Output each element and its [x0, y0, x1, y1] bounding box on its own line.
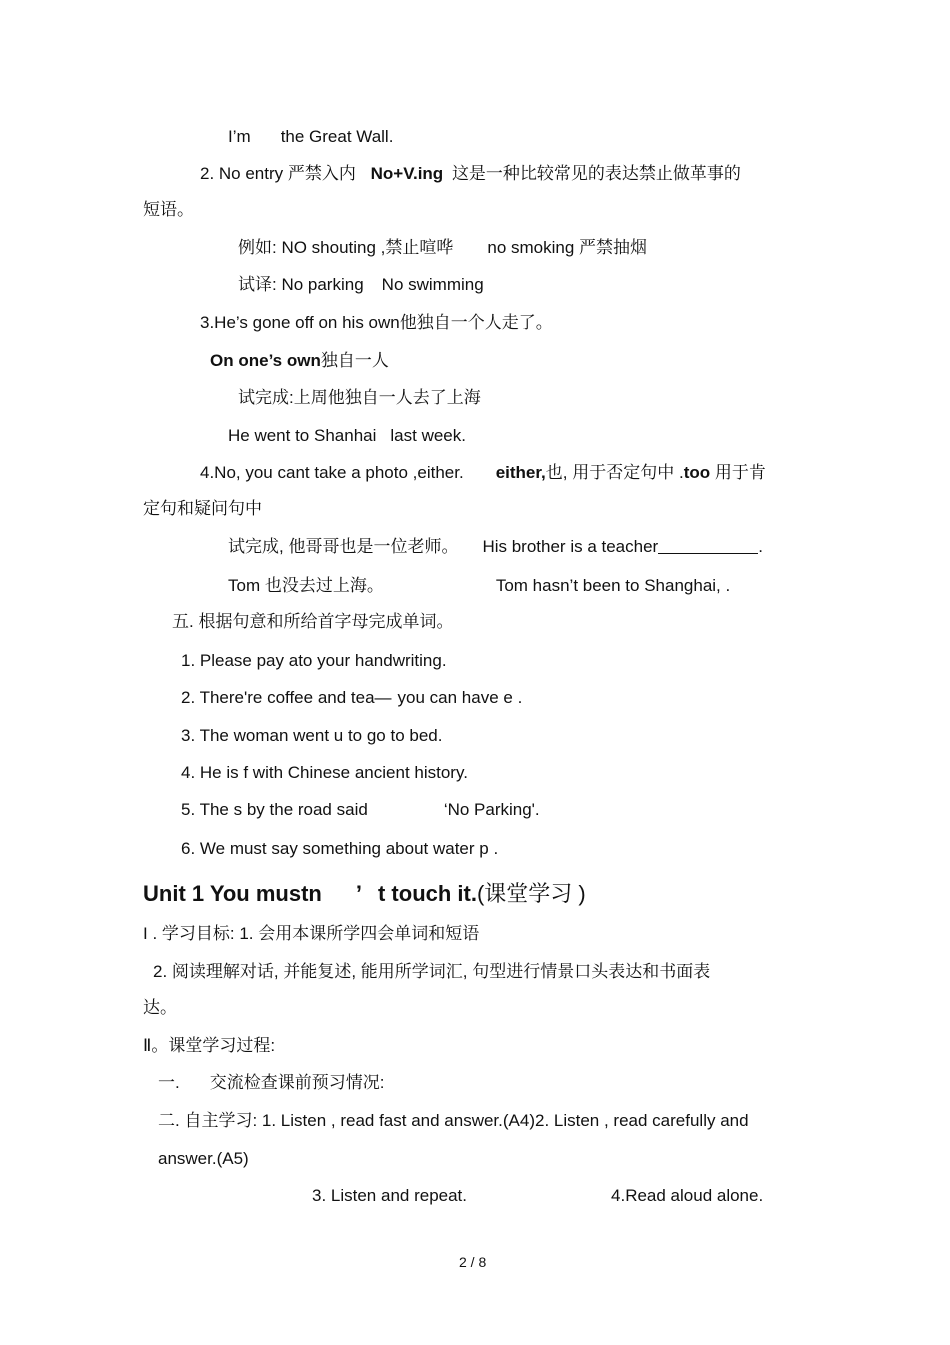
text: ’s own — [268, 351, 321, 370]
text: 3.He — [200, 313, 236, 332]
text: 3. Listen and repeat. — [312, 1186, 468, 1205]
text: 2. There're coffee and tea — [181, 688, 375, 707]
section-5-title: 五. 根据句意和所给首字母完成单词。 — [172, 612, 454, 631]
text: 5. The s by the road said — [181, 800, 368, 819]
line-p6: 二. 自主学习: 1. Listen , read fast and answer.(A4)2. Listen , read carefully and — [158, 1111, 749, 1130]
text: 也, 用于否定句中 . — [545, 463, 684, 482]
text: too — [683, 463, 711, 482]
text: Unit 1 You mustn — [143, 881, 322, 906]
line-p4: Ⅱ。课堂学习过程: — [143, 1036, 276, 1055]
text: No+V.ing — [370, 164, 444, 183]
text: t take a photo ,either. — [304, 463, 464, 482]
line-p5 — [158, 1072, 384, 1094]
line-s9 — [200, 462, 766, 484]
question-5 — [181, 799, 540, 821]
line-s4 — [238, 274, 484, 296]
text: 1. Please pay a — [181, 651, 299, 670]
text: He went to Shanhai — [228, 426, 377, 445]
line-p2: 2. 阅读理解对话, 并能复述, 能用所学词汇, 句型进行情景口头表达和书面表 — [153, 962, 711, 981]
text: 这是一种比较常见的表达禁止做革事的 — [451, 164, 741, 183]
text: 4.Read aloud alone. — [611, 1186, 764, 1205]
line-s3 — [238, 237, 647, 259]
text: the Great Wall. — [280, 127, 394, 146]
line-s5 — [200, 312, 553, 334]
dash: — — [374, 688, 392, 707]
text: to your handwriting. — [298, 651, 447, 670]
text: 用于肯 — [714, 463, 766, 482]
text: you can have e . — [397, 688, 523, 707]
unit-heading — [143, 880, 586, 908]
text: either, — [495, 463, 546, 482]
answer-blank — [658, 537, 758, 554]
line-s10: 定句和疑问句中 — [143, 499, 262, 518]
text: No swimming — [381, 275, 484, 294]
line-s7: 试完成:上周他独自一人去了上海 — [238, 388, 481, 407]
text: Tom 也没去过上海。 — [228, 576, 384, 595]
text: Tom hasn — [495, 576, 570, 595]
text: 他独自一个人走了。 — [399, 313, 553, 332]
text: 2. No entry 严禁入内 — [200, 164, 356, 183]
text: His brother is a teacher — [482, 537, 659, 556]
line-s12 — [228, 575, 730, 597]
text: 试完成, 他哥哥也是一位老师。 — [228, 537, 459, 556]
text: ’t been to Shanghai, . — [569, 576, 731, 595]
question-1 — [181, 650, 447, 672]
text: last week. — [390, 426, 466, 445]
line-p7: answer.(A5) — [158, 1149, 249, 1168]
line-p1: I . 学习目标: 1. 会用本课所学四会单词和短语 — [143, 924, 480, 943]
line-s11 — [228, 536, 763, 558]
text: ’s gone off on his own — [235, 313, 400, 332]
text: no smoking 严禁抽烟 — [487, 238, 648, 257]
line-s8 — [228, 425, 466, 447]
text: On one — [210, 351, 269, 370]
line-s1 — [228, 126, 393, 148]
line-s2 — [200, 163, 741, 185]
text: 一. — [158, 1073, 180, 1092]
line-p8 — [312, 1185, 763, 1207]
text: 交流检查课前预习情况: — [209, 1073, 385, 1092]
text: 试译: No parking — [238, 275, 364, 294]
line-p3: 达。 — [143, 998, 177, 1017]
text: 4.No, you can — [200, 463, 305, 482]
question-4: 4. He is f with Chinese ancient history. — [181, 763, 468, 782]
text: 独自一人 — [320, 351, 389, 370]
question-2 — [181, 687, 522, 709]
text: t touch it. — [377, 881, 477, 906]
question-6: 6. We must say something about water p . — [181, 839, 499, 858]
text: ’ — [355, 881, 362, 906]
text: ‘No Parking'. — [443, 800, 540, 819]
page-number: 2 / 8 — [459, 1254, 487, 1270]
text: ’m — [232, 127, 251, 146]
line-s2b: 短语。 — [143, 200, 194, 219]
text: (课堂学习 ) — [476, 881, 586, 906]
text: I — [228, 127, 233, 146]
text: 例如: NO shouting ,禁止喧哗 — [238, 238, 454, 257]
question-3: 3. The woman went u to go to bed. — [181, 726, 443, 745]
line-s6 — [210, 350, 389, 372]
text: . — [758, 537, 763, 556]
